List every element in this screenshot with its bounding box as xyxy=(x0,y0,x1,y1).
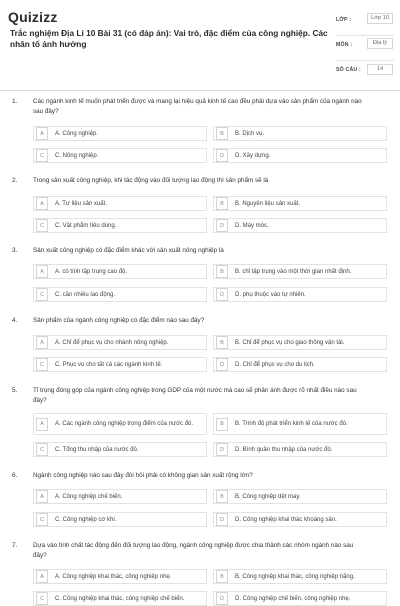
question-text: Tỉ trọng đóng góp của ngành công nghiệp trong GDP của một nước mà cao sẽ phản ánh được rõ nhất điều nào sau đây? xyxy=(33,387,357,404)
option-d[interactable] xyxy=(213,148,387,163)
option-letter: C xyxy=(36,219,48,232)
question-number: 1. xyxy=(12,98,18,105)
option-letter: B xyxy=(216,127,228,140)
option-letter: A xyxy=(36,197,48,210)
option-letter: D xyxy=(216,443,228,456)
option-letter: C xyxy=(36,288,48,301)
divider xyxy=(336,60,394,61)
option-b[interactable] xyxy=(213,489,387,504)
option-letter: D xyxy=(216,288,228,301)
question-number: 5. xyxy=(12,387,18,394)
divider xyxy=(336,35,394,36)
quizizz-logo[interactable]: Quizizz xyxy=(8,9,58,25)
question-text: Các ngành kinh tế muốn phát triển được và mang lại hiệu quả kinh tế cao đều phải dựa vào sản phẩm của ngành nào sau đây? xyxy=(33,98,362,115)
question-number: 7. xyxy=(12,542,18,549)
option-text: B. Công nghiệp dệt may. xyxy=(235,493,301,500)
option-d[interactable] xyxy=(213,357,387,372)
option-letter: B xyxy=(216,265,228,278)
page-title: Trắc nghiệm Địa Lí 10 Bài 31 (có đáp án): Vai trò, đặc điểm của công nghiệp. Các nhân tố ảnh hưởng xyxy=(10,28,328,50)
option-letter: B xyxy=(216,570,228,583)
option-text: B. Dịch vụ. xyxy=(235,130,265,137)
option-a[interactable] xyxy=(33,413,207,435)
option-letter: A xyxy=(36,127,48,140)
option-b[interactable] xyxy=(213,413,387,435)
question-text: Trong sản xuất công nghiệp, khi tác động vào đối tượng lao động thì sản phẩm sẽ là xyxy=(33,177,269,184)
option-letter: D xyxy=(216,149,228,162)
option-text: A. Chỉ để phục vụ cho nhành nông nghiệp. xyxy=(55,339,169,346)
option-c[interactable] xyxy=(33,591,207,606)
question-text: Sản phẩm của ngành công nghiệp có đặc điểm nào sau đây? xyxy=(33,317,205,324)
option-letter: A xyxy=(36,336,48,349)
option-a[interactable] xyxy=(33,264,207,279)
question-number: 3. xyxy=(12,247,18,254)
option-text: D. phụ thuộc vào tự nhiên. xyxy=(235,291,306,298)
option-b[interactable] xyxy=(213,569,387,584)
option-text: C. Nông nghiệp. xyxy=(55,152,99,159)
option-letter: B xyxy=(216,197,228,210)
option-b[interactable] xyxy=(213,335,387,350)
option-text: B. Nguyên liệu sản xuất. xyxy=(235,200,301,207)
option-text: A. Tư liệu sản xuất. xyxy=(55,200,107,207)
question-number: 6. xyxy=(12,472,18,479)
option-c[interactable] xyxy=(33,287,207,302)
option-text: C. Công nghiệp khai thác, công nghiệp chế biến. xyxy=(55,595,185,602)
option-letter: C xyxy=(36,443,48,456)
lop-label: LỚP : xyxy=(336,17,352,23)
socau-value: 14 xyxy=(367,64,393,75)
option-letter: A xyxy=(36,490,48,503)
option-d[interactable] xyxy=(213,218,387,233)
option-a[interactable] xyxy=(33,489,207,504)
option-d[interactable] xyxy=(213,442,387,457)
option-a[interactable] xyxy=(33,126,207,141)
option-letter: A xyxy=(36,570,48,583)
option-letter: D xyxy=(216,592,228,605)
question-number: 2. xyxy=(12,177,18,184)
option-text: B. chỉ tập trung vào một thời gian nhất định. xyxy=(235,268,352,275)
option-text: A. có tính tập trung cao độ. xyxy=(55,268,128,275)
socau-label: SỐ CÂU : xyxy=(336,67,361,73)
option-b[interactable] xyxy=(213,264,387,279)
option-letter: A xyxy=(36,418,48,431)
option-letter: B xyxy=(216,490,228,503)
option-a[interactable] xyxy=(33,569,207,584)
option-letter: B xyxy=(216,336,228,349)
option-b[interactable] xyxy=(213,126,387,141)
option-text: C. Công nghiệp cơ khí. xyxy=(55,516,117,523)
option-text: C. Phục vụ cho tất cả các ngành kinh tế. xyxy=(55,361,163,368)
option-d[interactable] xyxy=(213,512,387,527)
option-d[interactable] xyxy=(213,591,387,606)
option-c[interactable] xyxy=(33,442,207,457)
option-text: C. Vật phẩm tiêu dùng. xyxy=(55,222,117,229)
option-c[interactable] xyxy=(33,218,207,233)
option-text: D. Bình quân thu nhập của nước đó. xyxy=(235,446,333,453)
option-text: B. Trình độ phát triển kinh tế của nước đó. xyxy=(235,421,348,427)
question-text: Sản xuất công nghiệp có đặc điểm khác với sản xuất nông nghiệp là xyxy=(33,247,224,254)
option-a[interactable] xyxy=(33,196,207,211)
option-c[interactable] xyxy=(33,148,207,163)
option-text: C. cần nhiều lao động. xyxy=(55,291,116,298)
option-letter: A xyxy=(36,265,48,278)
option-c[interactable] xyxy=(33,357,207,372)
option-letter: C xyxy=(36,149,48,162)
option-text: B. Chỉ để phục vụ cho giao thông vận tải. xyxy=(235,339,345,346)
option-b[interactable] xyxy=(213,196,387,211)
worksheet-header xyxy=(0,0,400,91)
option-d[interactable] xyxy=(213,287,387,302)
question-text: Ngành công nghiệp nào sau đây đòi hỏi phải có không gian sản xuất rộng lớn? xyxy=(33,472,253,479)
option-text: D. Công nghiệp khai thác khoáng sản. xyxy=(235,516,337,523)
option-letter: D xyxy=(216,219,228,232)
mon-label: MÔN : xyxy=(336,42,353,48)
option-c[interactable] xyxy=(33,512,207,527)
question-text: Dựa vào tính chất tác động đến đối tượng lao động, ngành công nghiệp được chia thành các nhóm ngành nào sau đây? xyxy=(33,542,354,559)
option-letter: C xyxy=(36,513,48,526)
option-text: A. Công nghiệp chế biến. xyxy=(55,493,123,500)
option-letter: C xyxy=(36,358,48,371)
option-letter: D xyxy=(216,358,228,371)
option-text: D. Chỉ để phục vụ cho du lịch. xyxy=(235,361,315,368)
option-text: B. Công nghiệp khai thác, công nghiệp nặng. xyxy=(235,573,355,580)
option-letter: C xyxy=(36,592,48,605)
option-text: D. Xây dựng. xyxy=(235,152,271,159)
option-text: A. Công nghiệp khai thác, công nghiệp nhẹ. xyxy=(55,573,172,580)
option-a[interactable] xyxy=(33,335,207,350)
option-text: D. Công nghiệp chế biến, công nghiệp nhẹ. xyxy=(235,595,351,602)
option-letter: D xyxy=(216,513,228,526)
option-text: A. Các ngành công nghiệp trọng điểm của nước đó. xyxy=(55,421,194,427)
mon-value: Địa lý xyxy=(367,38,393,49)
question-number: 4. xyxy=(12,317,18,324)
option-letter: B xyxy=(216,418,228,431)
option-text: C. Tổng thu nhập của nước đó. xyxy=(55,446,139,453)
option-text: D. Máy móc. xyxy=(235,222,269,229)
option-text: A. Công nghiệp. xyxy=(55,130,99,137)
lop-value: Lớp 10 xyxy=(367,13,393,24)
